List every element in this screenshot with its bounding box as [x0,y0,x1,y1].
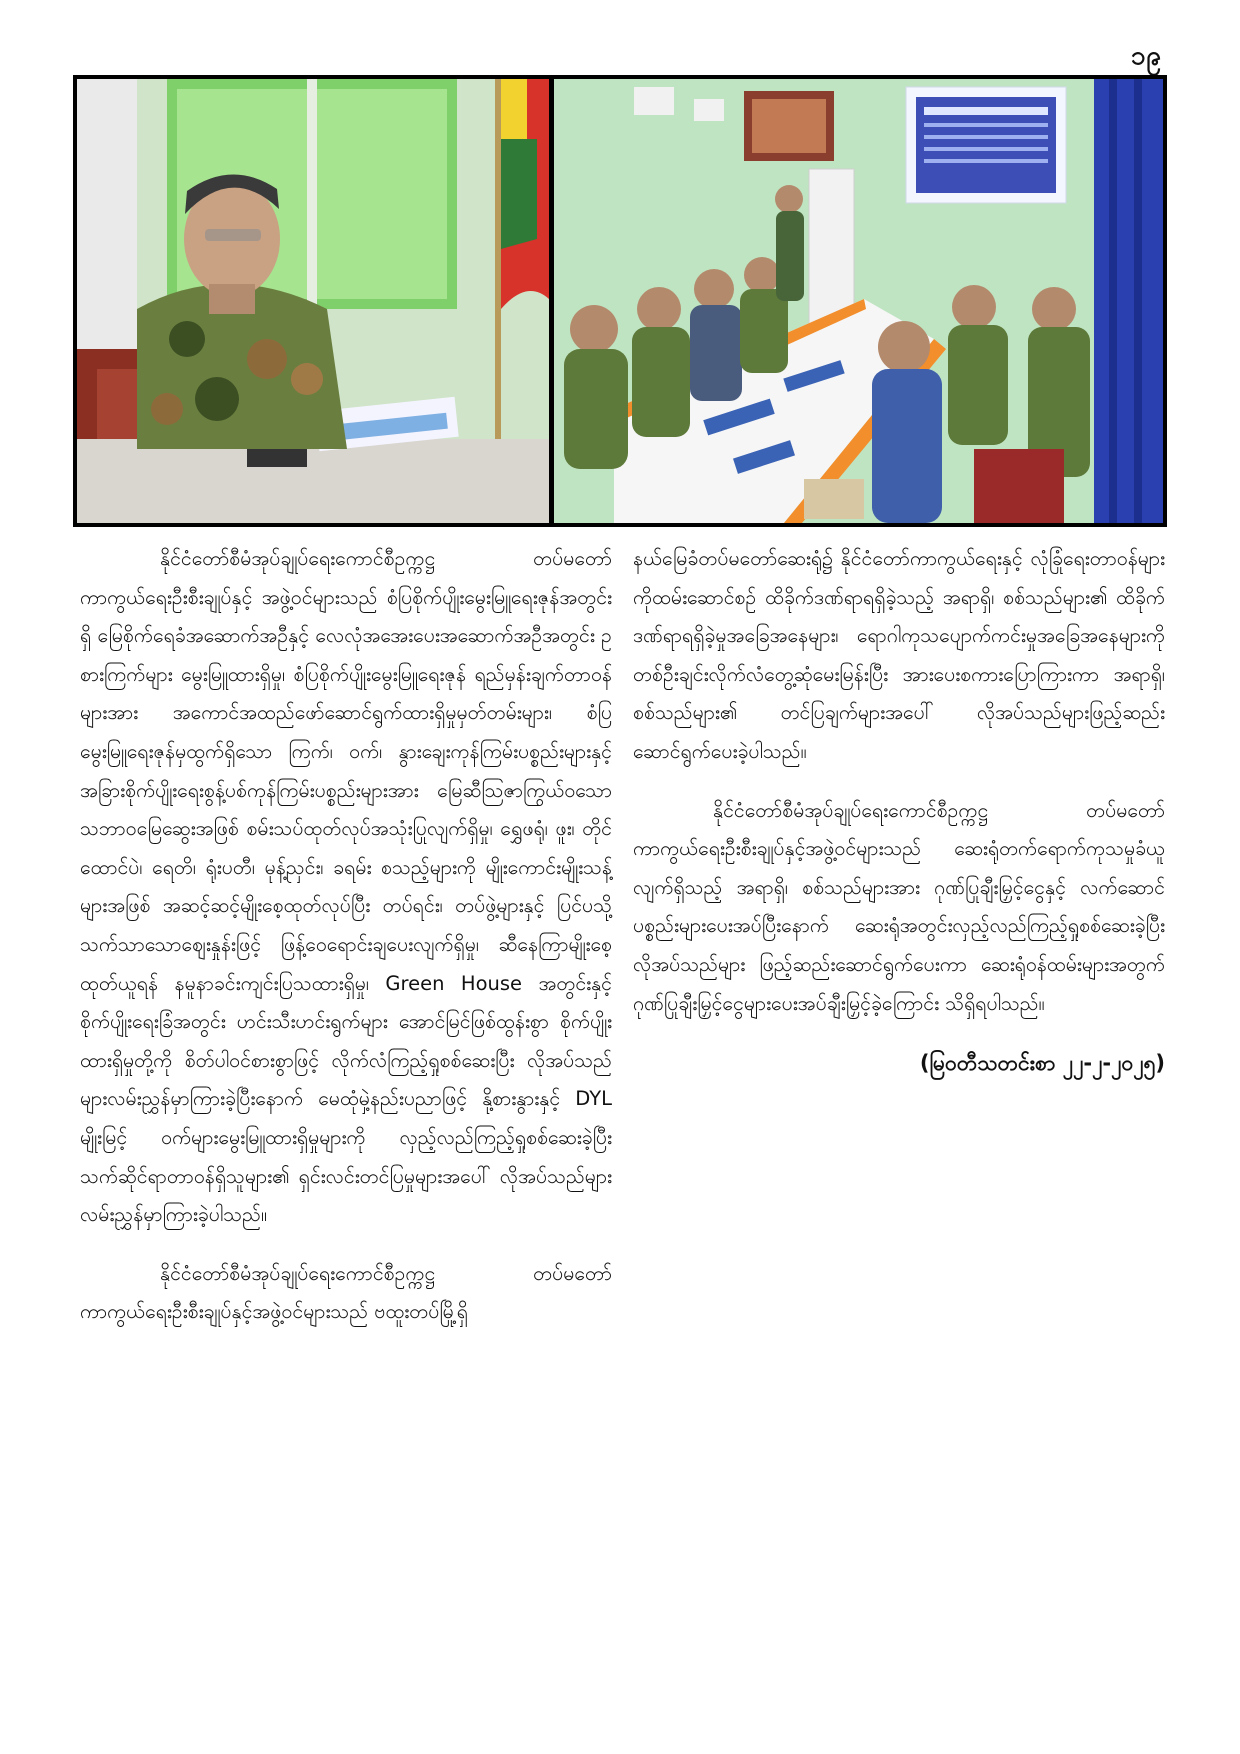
left-paragraph-2: နိုင်ငံတော်စီမံအုပ်ချုပ်ရေးကောင်စီဥက္ကဋ္ဌ တပ်မတော်ကာကွယ်ရေးဦးစီးချုပ်နှင့်အဖွဲ့ဝင်များသည် ဗထူးတပ်မြို့ရှိ [80,1261,612,1324]
right-column [633,540,1165,1083]
right-paragraph-1: နယ်မြေခံတပ်မတော်ဆေးရုံ၌ နိုင်ငံတော်ကာကွယ်ရေးနှင့် လုံခြုံရေးတာဝန်များကိုထမ်းဆောင်စဉ် ထိခိုက်ဒဏ်ရာရရှိခဲ့သည့် အရာရှိ၊ စစ်သည်များ၏ ထိခိုက်ဒဏ်ရာရရှိခဲ့မှုအခြေအနေများ၊ ရောဂါကုသပျောက်ကင်းမှုအခြေအနေများကို တစ်ဦးချင်းလိုက်လံတွေ့ဆုံမေးမြန်းပြီး အားပေးစကားပြောကြားကာ အရာရှိ၊ စစ်သည်များ၏ တင်ပြချက်များအပေါ် လိုအပ်သည်များဖြည့်ဆည်းဆောင်ရွက်ပေးခဲ့ပါသည်။ [633,547,1165,763]
left-paragraph-1: နိုင်ငံတော်စီမံအုပ်ချုပ်ရေးကောင်စီဥက္ကဋ္ဌ တပ်မတော်ကာကွယ်ရေးဦးစီးချုပ်နှင့် အဖွဲ့ဝင်များသည် စံပြစိုက်ပျိုးမွေးမြူရေးဇုန်အတွင်းရှိ မြေစိုက်ရေခံအဆောက်အဦနှင့် လေလုံအအေးပေးအဆောက်အဦအတွင်း ဥစားကြက်များ မွေးမြူထားရှိမှု၊ စံပြစိုက်ပျိုးမွေးမြူရေးဇုန် ရည်မှန်းချက်တာဝန်များအား အကောင်အထည်ဖော်ဆောင်ရွက်ထားရှိမှုမှတ်တမ်းများ၊ စံပြမွေးမြူရေးဇုန်မှထွက်ရှိသော ကြက်၊ ဝက်၊ နွားချေးကုန်ကြမ်းပစ္စည်းများနှင့် အခြားစိုက်ပျိုးရေးစွန့်ပစ်ကုန်ကြမ်းပစ္စည်းများအား မြေဆီဩဇာကြွယ်ဝသောသဘာဝမြေဆွေးအဖြစ် စမ်းသပ်ထုတ်လုပ်အသုံးပြုလျက်ရှိမှု၊ ရွှေဖရုံ၊ ဖူး၊ တိုင်ထောင်ပဲ၊ ရေတိ၊ ရုံးပတီ၊ မုန့်ညှင်း၊ ခရမ်း စသည့်များကို မျိုးကောင်းမျိုးသန့်များအဖြစ် အဆင့်ဆင့်မျိုးစေ့ထုတ်လုပ်ပြီး တပ်ရင်း၊ တပ်ဖွဲ့များနှင့် ပြင်ပသို့ သက်သာသောဈေးနှုန်းဖြင့် ဖြန့်ဝေရောင်းချပေးလျက်ရှိမှု၊ ဆီနေကြာမျိုးစေ့ထုတ်ယူရန် နမူနာခင်းကျင်းပြသထားရှိမှု၊ Green House အတွင်းနှင့် စိုက်ပျိုးရေးခြံအတွင်း ဟင်းသီးဟင်းရွက်များ အောင်မြင်ဖြစ်ထွန်းစွာ စိုက်ပျိုးထားရှိမှုတို့ကို စိတ်ပါဝင်စားစွာဖြင့် လိုက်လံကြည့်ရှုစစ်ဆေးပြီး လိုအပ်သည်များလမ်းညွှန်မှာကြားခဲ့ပြီးနောက် မေထုံမှဲ့နည်းပညာဖြင့် နို့စားနွားနှင့် DYL မျိုးမြင့် ဝက်များမွေးမြူထားရှိမှုများကို လှည့်လည်ကြည့်ရှုစစ်ဆေးခဲ့ပြီး သက်ဆိုင်ရာတာဝန်ရှိသူများ၏ ရှင်းလင်းတင်ပြမှုများအပေါ် လိုအပ်သည်များ လမ်းညွှန်မှာကြားခဲ့ပါသည်။ [80,547,612,1227]
photo-briefing-room [554,79,1163,523]
photo-briefing-room-illustration [554,79,1163,523]
photo-commander-seated-illustration [77,79,549,523]
source-citation: (မြဝတီသတင်းစာ ၂၂-၂-၂၀၂၅) [919,1051,1165,1076]
right-paragraph-2: နိုင်ငံတော်စီမံအုပ်ချုပ်ရေးကောင်စီဥက္ကဋ္ဌ တပ်မတော်ကာကွယ်ရေးဦးစီးချုပ်နှင့်အဖွဲ့ဝင်များသည် ဆေးရုံတက်ရောက်ကုသမှုခံယူလျက်ရှိသည့် အရာရှိ၊ စစ်သည်များအား ဂုဏ်ပြုချီးမြှင့်ငွေနှင့် လက်ဆောင်ပစ္စည်းများပေးအပ်ပြီးနောက် ဆေးရုံအတွင်းလှည့်လည်ကြည့်ရှုစစ်ဆေးခဲ့ပြီး လိုအပ်သည်များ ဖြည့်ဆည်းဆောင်ရွက်ပေးကာ ဆေးရုံဝန်ထမ်းများအတွက် ဂုဏ်ပြုချီးမြှင့်ငွေများပေးအပ်ချီးမြှင့်ခဲ့ကြောင်း သိရှိရပါသည်။ [633,798,1165,1015]
left-column [80,540,612,1352]
photo-commander-seated [77,79,549,523]
page-number: ၁၉ [1130,41,1162,71]
photo-strip [73,75,1167,527]
